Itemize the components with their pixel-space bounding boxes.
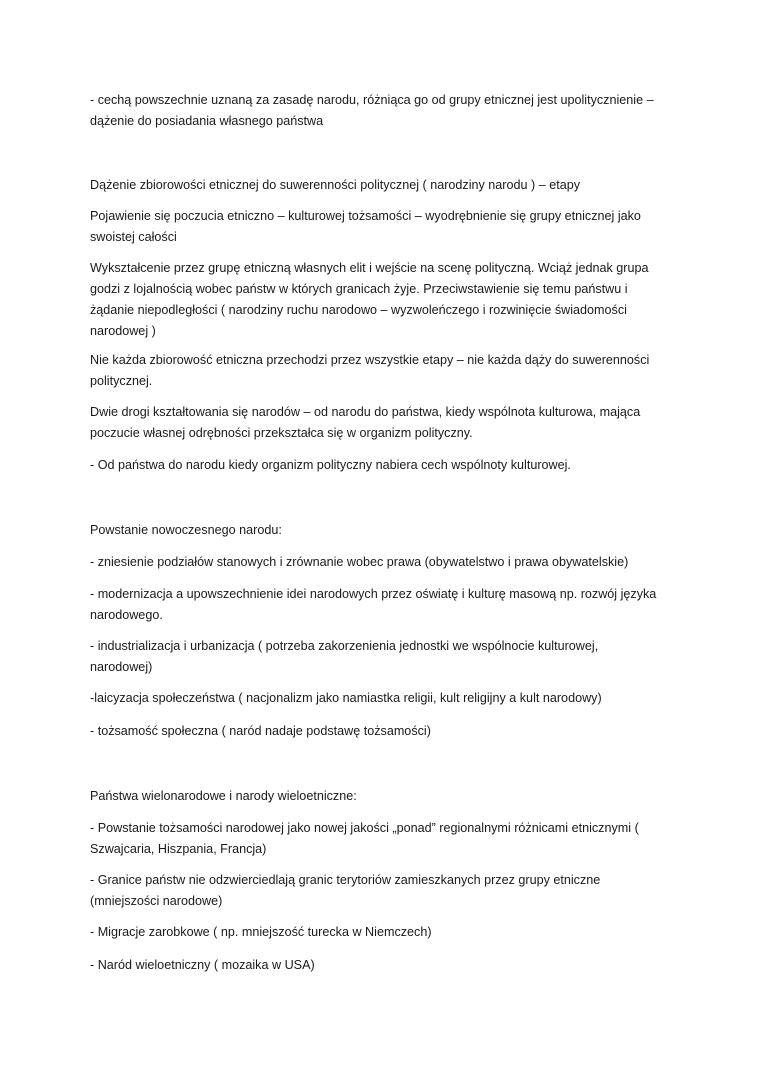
text-line: Dwie drogi kształtowania się narodów – od narodu do państwa, kiedy wspólnota kulturowa, mająca	[90, 405, 641, 419]
list-item-secularization	[90, 688, 680, 709]
text-line: - cechą powszechnie uznaną za zasadę narodu, różniąca go od grupy etnicznej jest upolitycznienie –	[90, 93, 654, 107]
paragraph-stage-1	[90, 206, 680, 248]
list-item-social-identity	[90, 721, 680, 742]
heading-modern-nation	[90, 520, 680, 541]
text-line: - Granice państw nie odzwierciedlają granic terytoriów zamieszkanych przez grupy etniczne	[90, 873, 601, 887]
text-line: - tożsamość społeczna ( naród nadaje podstawę tożsamości)	[90, 724, 431, 738]
text-line: - industrializacja i urbanizacja ( potrzeba zakorzenienia jednostki we wspólnocie kulturowej,	[90, 639, 599, 653]
text-line: godzi z lojalnością wobec państw w których granicach żyje. Przeciwstawienie się temu państwu i	[90, 282, 628, 296]
text-line: swoistej całości	[90, 230, 177, 244]
text-line: narodowego.	[90, 608, 163, 622]
text-line: - zniesienie podziałów stanowych i zrównanie wobec prawa (obywatelstwo i prawa obywatelskie)	[90, 555, 629, 569]
text-line: (mniejszości narodowe)	[90, 894, 223, 908]
text-line: politycznej.	[90, 374, 153, 388]
text-line: Państwa wielonarodowe i narody wieloetniczne:	[90, 789, 357, 803]
text-line: narodowej )	[90, 324, 156, 338]
heading-stages	[90, 175, 680, 196]
text-line: Nie każda zbiorowość etniczna przechodzi przez wszystkie etapy – nie każda dąży do suwerenności	[90, 353, 650, 367]
text-line: Szwajcaria, Hiszpania, Francja)	[90, 842, 267, 856]
text-line: Pojawienie się poczucia etniczno – kulturowej tożsamości – wyodrębnienie się grupy etnicznej jako	[90, 209, 641, 223]
text-line: poczucie własnej odrębności przekształca się w organizm polityczny.	[90, 426, 473, 440]
paragraph-not-every	[90, 350, 680, 392]
heading-multinational-states	[90, 786, 680, 807]
list-item-borders	[90, 870, 680, 912]
paragraph-politicization	[90, 90, 680, 132]
list-item-multiethnic-nation	[90, 955, 680, 976]
list-item-national-identity	[90, 818, 680, 860]
text-line: dążenie do posiadania własnego państwa	[90, 114, 324, 128]
text-line: - Naród wieloetniczny ( mozaika w USA)	[90, 958, 315, 972]
paragraph-state-to-nation	[90, 455, 680, 476]
text-line: - modernizacja a upowszechnienie idei narodowych przez oświatę i kulturę masową np. rozwój języka	[90, 587, 657, 601]
text-line: Powstanie nowoczesnego narodu:	[90, 523, 282, 537]
text-line: -laicyzacja społeczeństwa ( nacjonalizm jako namiastka religii, kult religijny a kult narodowy)	[90, 691, 602, 705]
text-line: Dążenie zbiorowości etnicznej do suwerenności politycznej ( narodziny narodu ) – etapy	[90, 178, 581, 192]
list-item-estates	[90, 552, 680, 573]
text-line: narodowej)	[90, 660, 153, 674]
list-item-industrialization	[90, 636, 680, 678]
paragraph-two-ways	[90, 402, 680, 444]
text-line: - Od państwa do narodu kiedy organizm polityczny nabiera cech wspólnoty kulturowej.	[90, 458, 571, 472]
paragraph-stage-2	[90, 258, 680, 342]
text-line: Wykształcenie przez grupę etniczną własnych elit i wejście na scenę polityczną. Wciąż jednak grupa	[90, 261, 649, 275]
text-line: - Powstanie tożsamości narodowej jako nowej jakości „ponad” regionalnymi różnicami etnicznymi (	[90, 821, 639, 835]
list-item-migration	[90, 922, 680, 943]
list-item-modernization	[90, 584, 680, 626]
text-line: - Migracje zarobkowe ( np. mniejszość turecka w Niemczech)	[90, 925, 432, 939]
text-line: żądanie niepodległości ( narodziny ruchu narodowo – wyzwoleńczego i rozwinięcie świadomości	[90, 303, 627, 317]
